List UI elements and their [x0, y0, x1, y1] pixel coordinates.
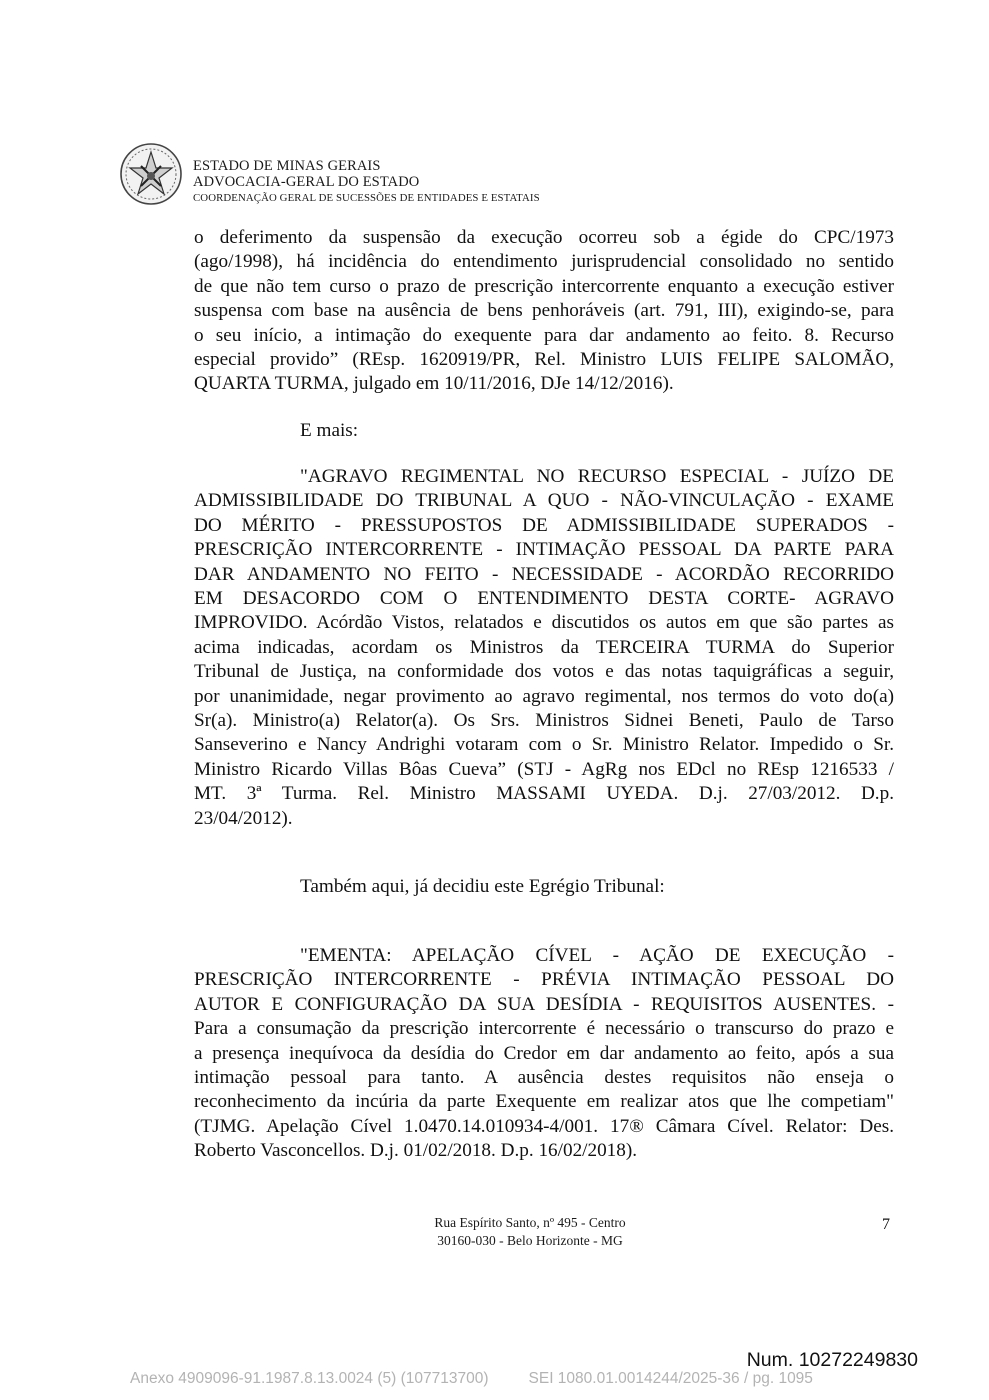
text-line: IMPROVIDO. Acórdão Vistos, relatados e discutidos os autos em que são partes as: [194, 612, 894, 634]
text-line: intimação pessoal para tanto. A ausência destes requisitos não enseja o: [194, 1067, 894, 1089]
text-line: "AGRAVO REGIMENTAL NO RECURSO ESPECIAL - JUÍZO DE: [300, 466, 894, 487]
text-line: PRESCRIÇÃO INTERCORRENTE - INTIMAÇÃO PESSOAL DA PARTE PARA: [194, 539, 894, 561]
text-line: acima indicadas, acordam os Ministros da TERCEIRA TURMA do Superior: [194, 636, 894, 658]
document-header: [193, 158, 540, 206]
text-line: Roberto Vasconcellos. D.j. 01/02/2018. D.p. 16/02/2018).: [194, 1140, 638, 1162]
text-line: reconhecimento da incúria da parte Exequente em realizar atos que lhe competiam": [194, 1091, 894, 1113]
paragraph-continuation: [194, 226, 894, 397]
header-department: COORDENAÇÃO GERAL DE SUCESSÕES DE ENTIDADES E ESTATAIS: [193, 192, 540, 204]
text-line: de que não tem curso o prazo de prescrição intercorrente enquanto a execução estiver: [194, 275, 894, 297]
text-line: o seu início, a intimação do exequente para dar andamento ao feito. 8. Recurso: [194, 324, 894, 346]
text-line: Ministro Ricardo Villas Bôas Cueva” (STJ - AgRg nos EDcl no REsp 1216533 /: [194, 758, 894, 780]
footer-address: [380, 1214, 680, 1250]
text-line: 23/04/2012).: [194, 807, 293, 829]
text-line: Sanseverino e Nancy Andrighi votaram com o Sr. Ministro Relator. Impedido o Sr.: [194, 734, 894, 756]
text-line: Tribunal de Justiça, na conformidade dos votos e das notas taquigráficas a seguir,: [194, 661, 894, 683]
tambem-paragraph: Também aqui, já decidiu este Egrégio Tribunal:: [300, 876, 665, 897]
coat-of-arms-seal-icon: [119, 142, 183, 206]
text-line: por unanimidade, negar provimento ao agravo regimental, nos termos do voto do(a): [194, 685, 894, 707]
page-number: 7: [882, 1216, 890, 1233]
text-line: (TJMG. Apelação Cível 1.0470.14.010934-4/001. 17® Câmara Cível. Relator: Des.: [194, 1115, 894, 1137]
text-line: "EMENTA: APELAÇÃO CÍVEL - AÇÃO DE EXECUÇÃO -: [300, 945, 894, 966]
footer-street: Rua Espírito Santo, nº 495 - Centro: [434, 1215, 626, 1230]
text-line: (ago/1998), há incidência do entendimento jurisprudencial consolidado no sentido: [194, 251, 894, 273]
document-number-stamp: Num. 10272249830: [746, 1349, 918, 1371]
text-line: PRESCRIÇÃO INTERCORRENTE - PRÉVIA INTIMAÇÃO PESSOAL DO: [194, 969, 894, 991]
text-line: a presença inequívoca da desídia do Credor em dar andamento ao feito, após a sua: [194, 1042, 894, 1064]
annex-stamp: [130, 1370, 813, 1388]
quote-tjmg-ementa: [194, 944, 894, 1164]
header-agency: ADVOCACIA-GERAL DO ESTADO: [193, 174, 420, 190]
text-line: o deferimento da suspensão da execução ocorreu sob a égide do CPC/1973: [194, 227, 894, 248]
text-line: AUTOR E CONFIGURAÇÃO DA SUA DESÍDIA - REQUISITOS AUSENTES. -: [194, 993, 894, 1015]
footer-city: 30160-030 - Belo Horizonte - MG: [437, 1233, 623, 1248]
text-line: MT. 3ª Turma. Rel. Ministro MASSAMI UYEDA. D.j. 27/03/2012. D.p.: [194, 783, 894, 805]
text-line: DAR ANDAMENTO NO FEITO - NECESSIDADE - ACORDÃO RECORRIDO: [194, 563, 894, 585]
text-line: ADMISSIBILIDADE DO TRIBUNAL A QUO - NÃO-VINCULAÇÃO - EXAME: [194, 490, 894, 512]
header-state: ESTADO DE MINAS GERAIS: [193, 158, 381, 174]
text-line: especial provido” (REsp. 1620919/PR, Rel. Ministro LUIS FELIPE SALOMÃO,: [194, 349, 894, 371]
text-line: Para a consumação da prescrição intercorrente é necessário o transcurso do prazo e: [194, 1018, 894, 1040]
quote-stj-agrg: [194, 465, 894, 831]
text-line: EM DESACORDO COM O ENTENDIMENTO DESTA CORTE- AGRAVO: [194, 588, 894, 610]
text-line: Sr(a). Ministro(a) Relator(a). Os Srs. Ministros Sidnei Beneti, Paulo de Tarso: [194, 710, 894, 732]
text-line: DO MÉRITO - PRESSUPOSTOS DE ADMISSIBILIDADE SUPERADOS -: [194, 514, 894, 536]
e-mais-paragraph: E mais:: [300, 420, 359, 441]
annex-reference: Anexo 4909096-91.1987.8.13.0024 (5) (107713700): [130, 1370, 489, 1387]
text-line: QUARTA TURMA, julgado em 10/11/2016, DJe 14/12/2016).: [194, 373, 674, 395]
sei-reference: SEI 1080.01.0014244/2025-36 / pg. 1095: [528, 1370, 813, 1387]
text-line: suspensa com base na ausência de bens penhoráveis (art. 791, III), exigindo-se, para: [194, 300, 894, 322]
